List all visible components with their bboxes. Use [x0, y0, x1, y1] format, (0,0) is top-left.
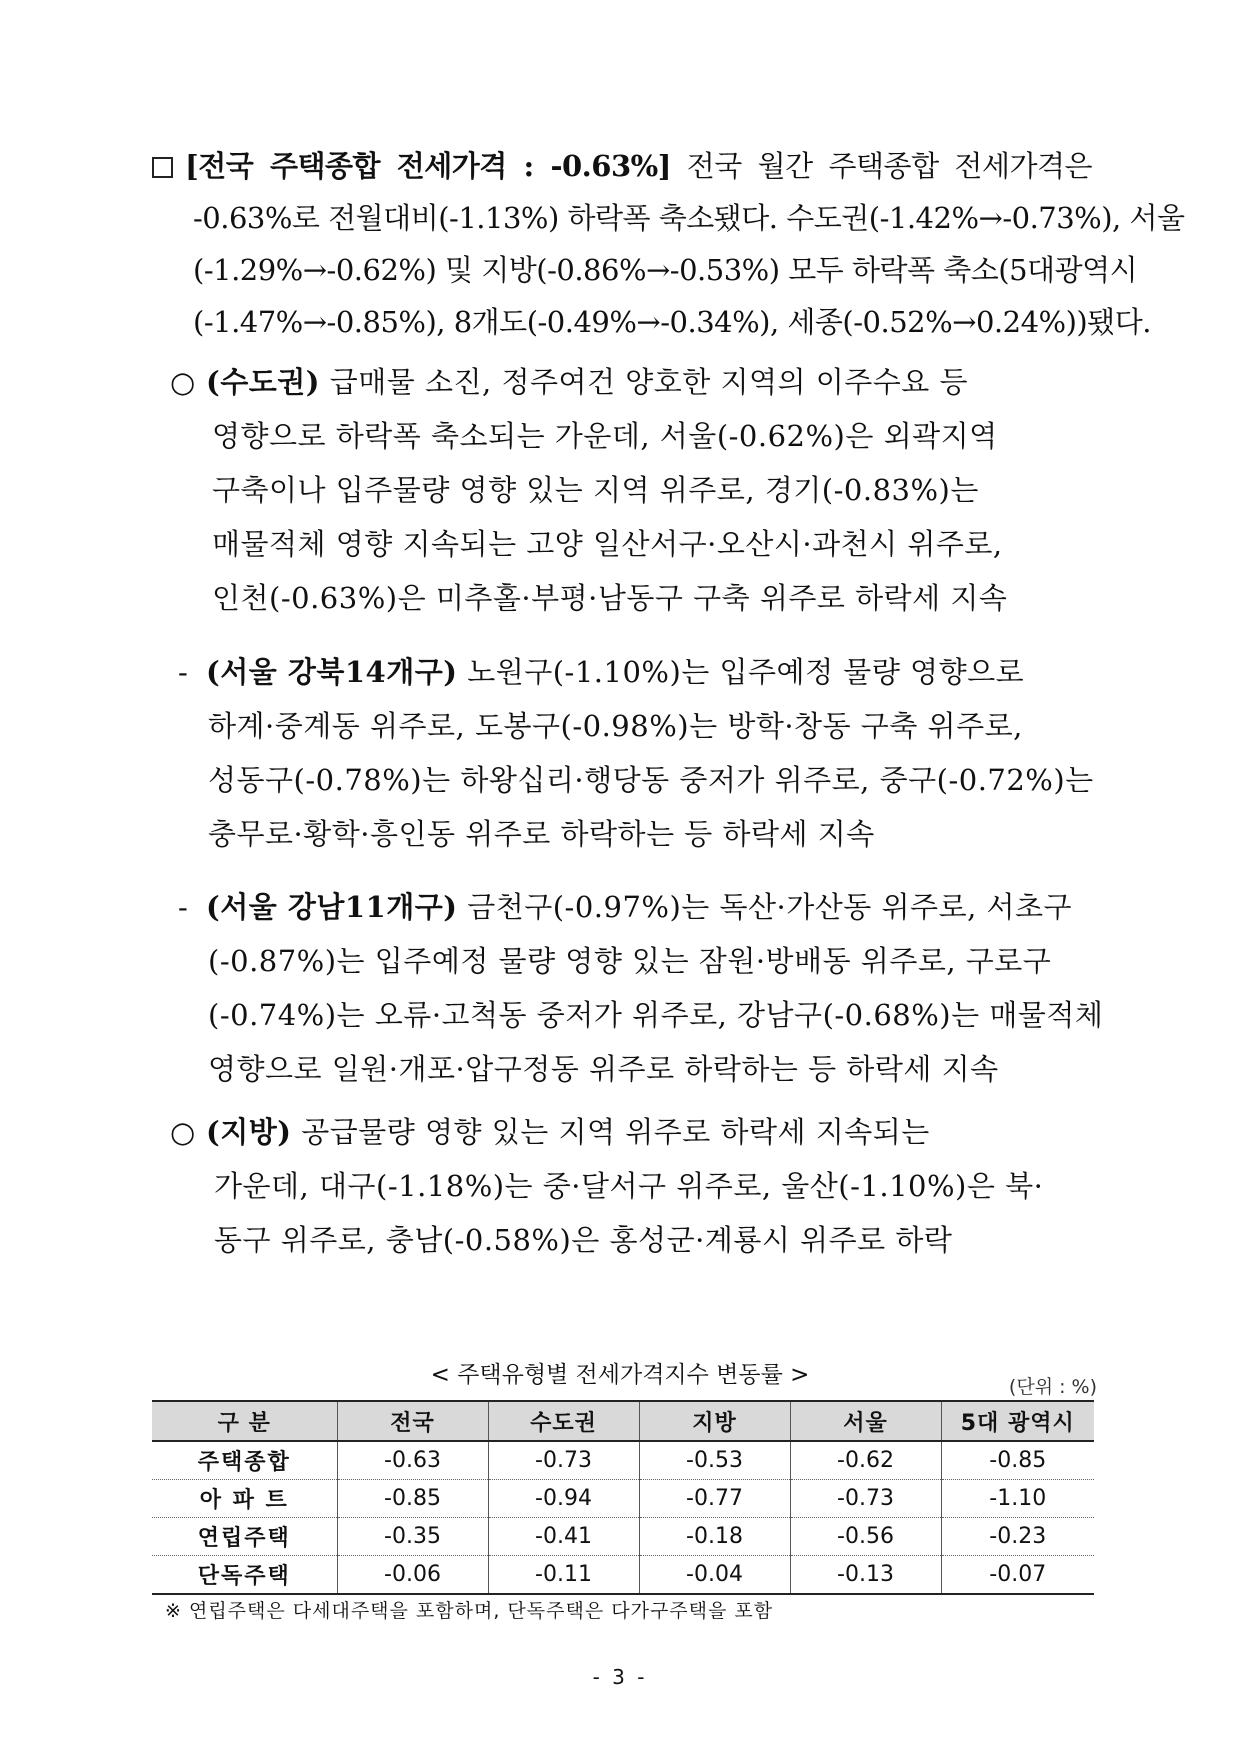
section-line [0, 880, 1240, 934]
summary-line-3: (-1.29%→-0.62%) 및 지방(-0.86%→-0.53%) 모두 하락폭 축소(5대광역시 [193, 253, 1138, 287]
header-category: 구 분 [152, 1401, 337, 1441]
table-cell: -0.06 [337, 1556, 488, 1595]
table-cell: -0.53 [639, 1441, 790, 1480]
jeonse-change-table [152, 1400, 1094, 1595]
header-seoul: 서울 [790, 1401, 941, 1441]
section-line: 하계·중계동 위주로, 도봉구(-0.98%)는 방학·창동 구축 위주로, [208, 709, 1023, 743]
table-cell: -0.85 [337, 1480, 488, 1518]
section-line: 동구 위주로, 충남(-0.58%)은 홍성군·계룡시 위주로 하락 [214, 1223, 953, 1257]
table-cell: -0.77 [639, 1480, 790, 1518]
section-line: 구축이나 입주물량 영향 있는 지역 위주로, 경기(-0.83%)는 [212, 473, 979, 507]
table-cell: -0.73 [488, 1441, 639, 1480]
section-line: 인천(-0.63%)은 미추홀·부평·남동구 구축 위주로 하락세 지속 [212, 581, 1008, 615]
row-label: 연립주택 [152, 1518, 337, 1556]
table-cell: -0.85 [941, 1441, 1094, 1480]
section-line: 영향으로 하락폭 축소되는 가운데, 서울(-0.62%)은 외곽지역 [212, 419, 998, 453]
section-line: (-0.87%)는 입주예정 물량 영향 있는 잠원·방배동 위주로, 구로구 [208, 944, 1052, 978]
table-cell: -0.73 [790, 1480, 941, 1518]
section-text: 급매물 소진, 정주여건 양호한 지역의 이주수요 등 [329, 365, 969, 399]
table-footnote: ※ 연립주택은 다세대주택을 포함하며, 단독주택은 다가구주택을 포함 [165, 1600, 774, 1622]
section-line [0, 355, 1240, 409]
table-row [152, 1518, 1094, 1556]
table-unit: (단위 : %) [1008, 1376, 1097, 1398]
section-line: 가운데, 대구(-1.18%)는 중·달서구 위주로, 울산(-1.10%)은 북· [214, 1169, 1044, 1203]
table-cell: -0.62 [790, 1441, 941, 1480]
table-cell: -1.10 [941, 1480, 1094, 1518]
section-line [0, 1105, 1240, 1159]
circle-bullet-icon: ○ [170, 1115, 196, 1149]
circle-bullet-icon: ○ [170, 365, 196, 399]
summary-heading: [전국 주택종합 전세가격 : -0.63%] [185, 149, 671, 183]
section-heading: (지방) [206, 1115, 292, 1149]
table-cell: -0.11 [488, 1556, 639, 1595]
checkbox-bullet-icon [152, 157, 173, 178]
table-cell: -0.41 [488, 1518, 639, 1556]
summary-line-1 [152, 140, 1092, 192]
section-line: 성동구(-0.78%)는 하왕십리·행당동 중저가 위주로, 중구(-0.72%)는 [208, 763, 1094, 797]
section-line: 영향으로 일원·개포·압구정동 위주로 하락하는 등 하락세 지속 [208, 1052, 999, 1086]
summary-paragraph [152, 140, 1185, 348]
table-cell: -0.18 [639, 1518, 790, 1556]
section-heading: (서울 강북14개구) [206, 655, 458, 689]
section-line [0, 645, 1240, 699]
table-cell: -0.07 [941, 1556, 1094, 1595]
dash-bullet-icon: - [178, 655, 189, 689]
section-regional [0, 1105, 1240, 1267]
section-heading: (수도권) [206, 365, 320, 399]
table-cell: -0.35 [337, 1518, 488, 1556]
table-row [152, 1480, 1094, 1518]
page-number: - 3 - [592, 1665, 648, 1689]
table-title: < 주택유형별 전세가격지수 변동률 > [430, 1362, 810, 1388]
header-capital-area: 수도권 [488, 1401, 639, 1441]
section-line: 충무로·황학·흥인동 위주로 하락하는 등 하락세 지속 [208, 817, 875, 851]
section-text: 공급물량 영향 있는 지역 위주로 하락세 지속되는 [301, 1115, 930, 1149]
row-label: 주택종합 [152, 1441, 337, 1480]
table-cell: -0.04 [639, 1556, 790, 1595]
table-cell: -0.63 [337, 1441, 488, 1480]
row-label: 단독주택 [152, 1556, 337, 1595]
table-cell: -0.56 [790, 1518, 941, 1556]
header-five-metro: 5대 광역시 [941, 1401, 1094, 1441]
table-cell: -0.13 [790, 1556, 941, 1595]
section-text: 금천구(-0.97%)는 독산·가산동 위주로, 서초구 [467, 890, 1073, 924]
section-line: (-0.74%)는 오류·고척동 중저가 위주로, 강남구(-0.68%)는 매물적체 [208, 998, 1104, 1032]
section-seoul-gangbuk [0, 645, 1240, 861]
section-text: 노원구(-1.10%)는 입주예정 물량 영향으로 [467, 655, 1025, 689]
section-seoul-gangnam [0, 880, 1240, 1096]
summary-text: 전국 월간 주택종합 전세가격은 [686, 149, 1093, 183]
dash-bullet-icon: - [178, 890, 189, 924]
row-label: 아 파 트 [152, 1480, 337, 1518]
header-nationwide: 전국 [337, 1401, 488, 1441]
section-capital-area [0, 355, 1240, 625]
table-row [152, 1556, 1094, 1595]
table-header-row [152, 1401, 1094, 1441]
table-row [152, 1441, 1094, 1480]
table-cell: -0.23 [941, 1518, 1094, 1556]
section-heading: (서울 강남11개구) [206, 890, 458, 924]
table-cell: -0.94 [488, 1480, 639, 1518]
section-line: 매물적체 영향 지속되는 고양 일산서구·오산시·과천시 위주로, [212, 527, 1003, 561]
summary-line-2: -0.63%로 전월대비(-1.13%) 하락폭 축소됐다. 수도권(-1.42%→-0.73%), 서울 [193, 201, 1185, 235]
summary-line-4: (-1.47%→-0.85%), 8개도(-0.49%→-0.34%), 세종(-0.52%→0.24%))됐다. [193, 305, 1151, 339]
header-regional: 지방 [639, 1401, 790, 1441]
